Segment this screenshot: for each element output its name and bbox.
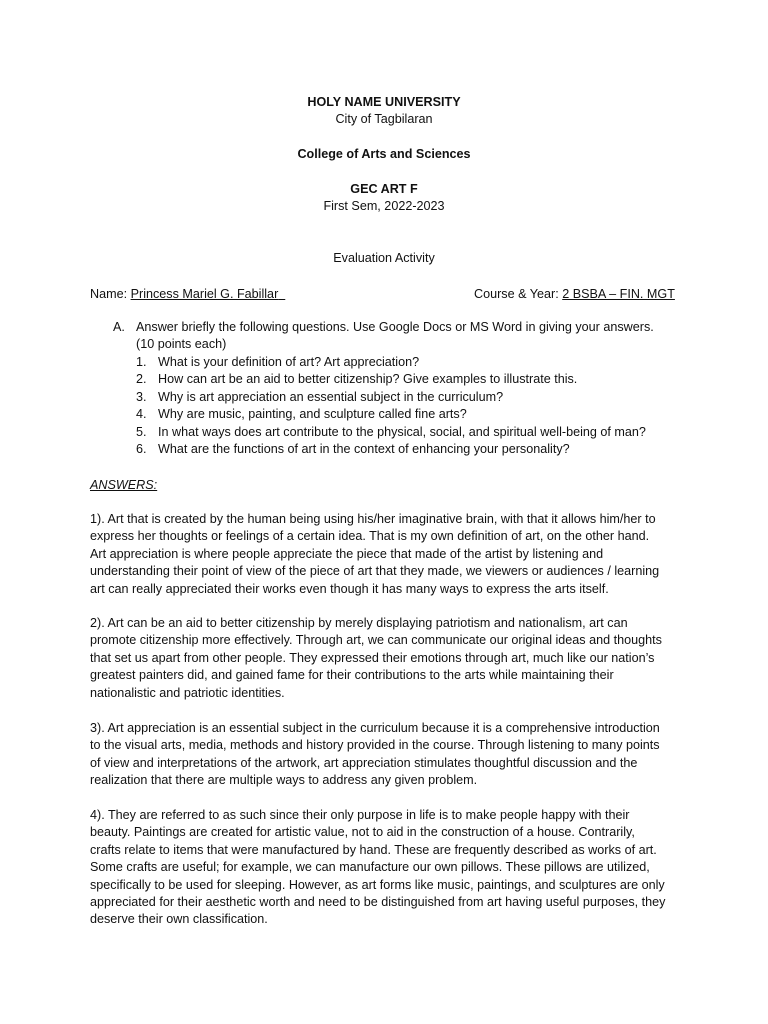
course-field bbox=[474, 287, 675, 302]
section-instruction: Answer briefly the following questions. Use Google Docs or MS Word in giving your answers. bbox=[136, 320, 654, 334]
answer-line: nationalistic and patriotic identities. bbox=[90, 685, 285, 700]
answer-paragraph-2 bbox=[90, 615, 690, 702]
answer-paragraph-1 bbox=[90, 511, 690, 598]
answer-line: promote citizenship more effectively. Through art, we can communicate our original ideas and thoughts bbox=[90, 633, 662, 648]
answer-paragraph-3 bbox=[90, 720, 690, 790]
answer-line: express her thoughts or feelings of a certain idea. That is my own definition of art, on the other hand. bbox=[90, 529, 650, 544]
answer-line: realization that there are multiple ways to address any given problem. bbox=[90, 773, 478, 788]
section-points: (10 points each) bbox=[136, 337, 227, 351]
answer-line: Some crafts are useful; for example, we can manufacture our own pillows. These pillows are utilized, bbox=[90, 860, 650, 875]
answer-line: understanding their point of view of the piece of art that they made, we viewers or audiences / learning bbox=[90, 564, 660, 579]
course-value: 2 BSBA – FIN. MGT bbox=[562, 287, 675, 301]
answer-line: greatest painters did, and gained fame for their contributions to the arts while maintaining their bbox=[90, 668, 614, 683]
college-name: College of Arts and Sciences bbox=[297, 147, 471, 161]
answer-line: art can really appreciated their works even though it has many ways to express the arts itself. bbox=[90, 581, 609, 596]
university-name: HOLY NAME UNIVERSITY bbox=[307, 95, 461, 109]
answers-heading: ANSWERS: bbox=[90, 478, 158, 492]
answer-line: 1). Art that is created by the human being using his/her imaginative brain, with that it allows him/her to bbox=[90, 512, 656, 526]
answer-line: specifically to be used for sleeping. However, as art forms like music, paintings, and sculptures are only bbox=[90, 877, 665, 892]
answer-line: beauty. Paintings are created for artistic value, not to aid in the construction of a house. Contrarily, bbox=[90, 825, 635, 840]
section-letter: A. bbox=[113, 320, 125, 334]
answer-line: 4). They are referred to as such since their only purpose in life is to make people happy with their bbox=[90, 808, 630, 822]
answer-line: 3). Art appreciation is an essential subject in the curriculum because it is a comprehensive introduction bbox=[90, 721, 660, 735]
city-name: City of Tagbilaran bbox=[335, 112, 433, 126]
course-code: GEC ART F bbox=[350, 182, 418, 196]
answer-line: to the visual arts, media, methods and history provided in the course. Through listening to many points bbox=[90, 738, 660, 753]
semester: First Sem, 2022-2023 bbox=[323, 199, 445, 213]
answer-line: Art appreciation is where people appreciate the piece that made of the artist by listening and bbox=[90, 546, 604, 561]
answer-line: 2). Art can be an aid to better citizenship by merely displaying patriotism and nationalism, art can bbox=[90, 616, 628, 630]
name-value: Princess Mariel G. Fabillar bbox=[130, 287, 279, 301]
answer-line: that set us apart from other people. They expressed their emotions through art, much like our nation’s bbox=[90, 650, 655, 665]
name-label: Name: bbox=[90, 287, 131, 301]
answer-line: deserve their own classification. bbox=[90, 912, 268, 927]
name-field bbox=[90, 287, 285, 302]
course-label: Course & Year: bbox=[474, 287, 563, 301]
answer-paragraph-4 bbox=[90, 807, 690, 929]
answer-line: crafts relate to items that were manufactured by hand. These are frequently described as works of art. bbox=[90, 842, 657, 857]
document-page: HOLY NAME UNIVERSITY City of Tagbilaran College of Arts and Sciences GEC ART F First Sem, 2022-2023 Evaluation Activity Name: Princess Mariel G. Fabillar Course & Year: 2 BSBA – FIN. MGT A. Answer briefly the following questions. Use Google Docs or MS Word in giving your answers. (10 points each) 1. What is your definition of art? Art appreciation? 2. How can art be an aid to better citizenship? Give examples to illustrate this. 3. Why is art appreciation an essential subject in the curriculum? 4. Why are music, painting, and sculpture called fine arts? 5. In what ways does art contribute to the physical, social, and spiritual well-being of man? 6. What are the functions of art in the context of enhancing your personality? ANSWERS: 1). Art that is created by the human being using his/her imaginative brain, with that it allows him/her to express her thoughts or feelings of a certain idea. That is my own definition of art, on the other hand. Art appreciation is where people appreciate the piece that made of the artist by listening and understanding their point of view of the piece of art that they made, we viewers or audiences / learning art can really appreciated their works even though it has many ways to express the arts itself. 2). Art can be an aid to better citizenship by merely displaying patriotism and nationalism, art can promote citizenship more effectively. Through art, we can communicate our original ideas and thoughts that set us apart from other people. They expressed their emotions through art, much like our nation’s greatest painters did, and gained fame for their contributions to the arts while maintaining their nationalistic and patriotic identities. 3). Art appreciation is an essential subject in the curriculum because it is a comprehensive introduction to the visual arts, media, methods and history provided in the course. Through listening to many points of view and interpretations of the artwork, art appreciation stimulates thoughtful discussion and the realization that there are multiple ways to address any given problem. 4). They are referred to as such since their only purpose in life is to make people happy with their beauty. Paintings are created for artistic value, not to aid in the construction of a house. Contrarily, crafts relate to items that were manufactured by hand. These are frequently described as works of art. Some crafts are useful; for example, we can manufacture our own pillows. These pillows are utilized, specifically to be used for sleeping. However, as art forms like music, paintings, and sculptures are only appreciated for their aesthetic worth and need to be distinguished from art having useful purposes, they deserve their own classification. bbox=[0, 0, 768, 1024]
answer-line: of view and interpretations of the artwork, art appreciation stimulates thoughtful discussion and the bbox=[90, 755, 638, 770]
answer-line: appreciated for their aesthetic worth and need to be distinguished from art having useful purposes, they bbox=[90, 895, 666, 910]
activity-title: Evaluation Activity bbox=[333, 251, 435, 265]
